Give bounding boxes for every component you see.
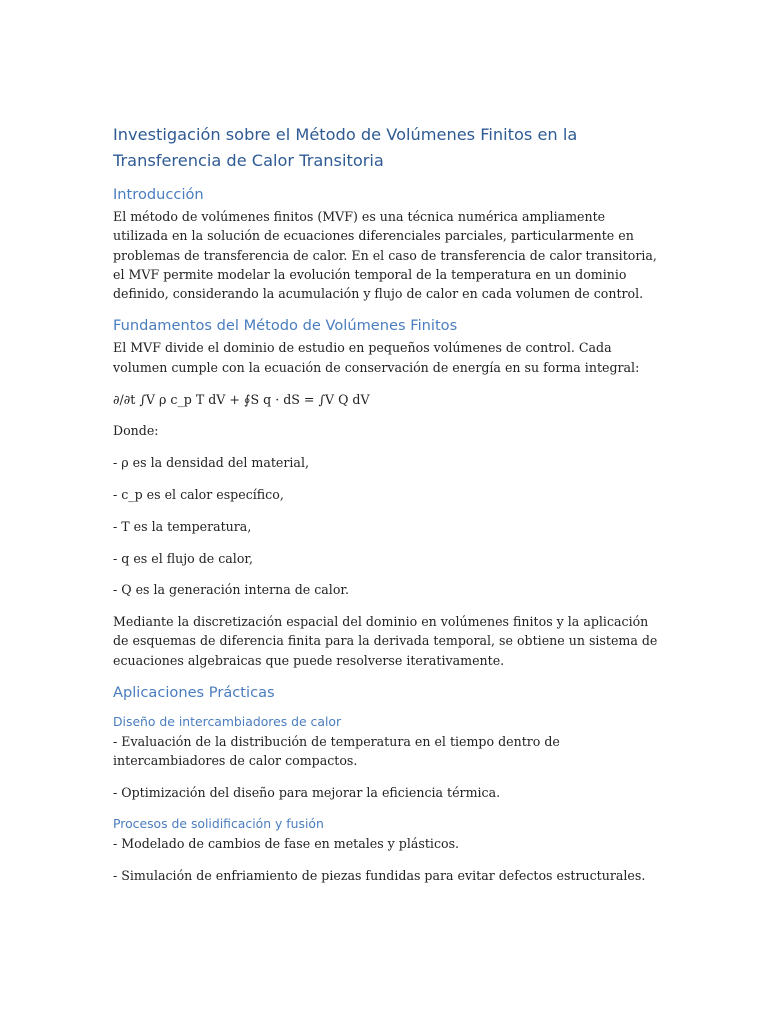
- list-item: - Simulación de enfriamiento de piezas fundidas para evitar defectos estructurales.: [113, 867, 646, 883]
- fundamentals-paragraph: El MVF divide el dominio de estudio en pequeños volúmenes de control. Cada volumen cumple con la ecuación de conservación de energía en su forma integral:: [113, 340, 640, 375]
- subheading-solidification: Procesos de solidificación y fusión: [113, 815, 324, 831]
- section-heading-intro: Introducción: [113, 186, 204, 203]
- definition-heat-flux: - q es el flujo de calor,: [113, 550, 254, 566]
- section-heading-fundamentals: Fundamentos del Método de Volúmenes Finitos: [113, 317, 458, 335]
- list-item: - Modelado de cambios de fase en metales y plásticos.: [113, 835, 460, 851]
- document-page: [113, 122, 658, 898]
- section-heading-applications: Aplicaciones Prácticas: [113, 684, 275, 702]
- list-item: - Evaluación de la distribución de temperatura en el tiempo dentro de intercambiadores de calor compactos.: [113, 734, 560, 769]
- definition-temperature: - T es la temperatura,: [113, 518, 252, 534]
- definition-heat-generation: - Q es la generación interna de calor.: [113, 582, 350, 598]
- document-title: Investigación sobre el Método de Volúmenes Finitos en la Transferencia de Calor Transitoria: [113, 125, 578, 170]
- fundamentals-closing-paragraph: Mediante la discretización espacial del dominio en volúmenes finitos y la aplicación de esquemas de diferencia finita para la derivada temporal, se obtiene un sistema de ecuaciones algebraicas que puede resolverse iterativamente.: [113, 614, 658, 668]
- energy-equation: ∂/∂t ∫V ρ c_p T dV + ∮S q · dS = ∫V Q dV: [113, 391, 370, 407]
- definition-density: - ρ es la densidad del material,: [113, 455, 309, 471]
- subheading-heat-exchangers: Diseño de intercambiadores de calor: [113, 714, 342, 730]
- definition-specific-heat: - c_p es el calor específico,: [113, 486, 284, 502]
- list-item: - Optimización del diseño para mejorar la eficiencia térmica.: [113, 785, 501, 801]
- where-label: Donde:: [113, 423, 159, 439]
- intro-paragraph: El método de volúmenes finitos (MVF) es una técnica numérica ampliamente utilizada en la solución de ecuaciones diferenciales parciales, particularmente en problemas de transferencia de calor. En el caso de transferencia de calor transitoria, el MVF permite modelar la evolución temporal de la temperatura en un dominio definido, considerando la acumulación y flujo de calor en cada volumen de control.: [113, 209, 657, 302]
